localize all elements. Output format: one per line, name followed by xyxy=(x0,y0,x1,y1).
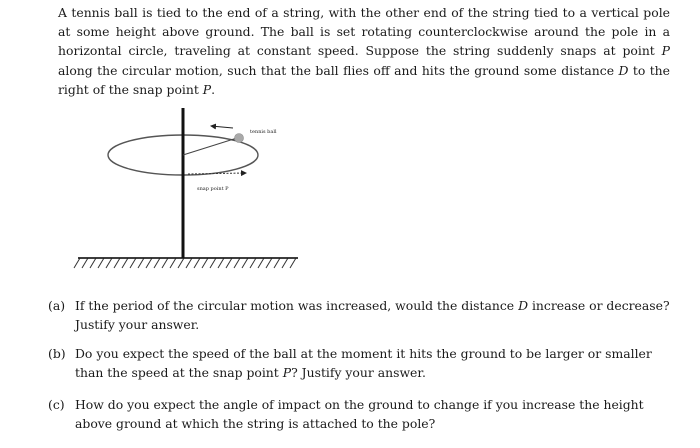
question-a xyxy=(48,296,678,334)
question-b-var-p: P xyxy=(282,365,292,381)
question-c-text-1: How do you expect the angle of impact on the ground to change if you increase the height above ground at which the string is attached to the pole? xyxy=(75,397,644,432)
question-a-label: (a) xyxy=(48,298,66,313)
ball-label: tennis ball xyxy=(250,129,277,135)
question-a-text xyxy=(75,296,678,334)
question-c xyxy=(48,395,678,433)
intro-text-3: to the right of the snap point xyxy=(58,62,670,97)
ground-hatching xyxy=(74,258,296,268)
circular-path xyxy=(108,135,258,175)
question-c-label: (c) xyxy=(48,397,65,412)
snap-point-label: snap point P xyxy=(197,186,229,192)
question-a-var-d: D xyxy=(518,298,529,313)
intro-text-2: along the circular motion, such that the ball flies off and hits the ground some distance xyxy=(58,62,619,78)
intro-text-4: . xyxy=(211,81,216,97)
intro-var-p: P xyxy=(661,43,670,59)
intro-text-1: A tennis ball is tied to the end of a string, with the other end of the string tied to a vertical pole at some height above ground. The ball is set rotating counterclockwise around the pole in a horizontal circle, traveling at constant speed. Suppose the string suddenly snaps at point xyxy=(58,5,670,59)
question-b-text-2: ? Justify your answer. xyxy=(291,365,426,381)
problem-statement xyxy=(58,3,670,99)
question-b-text-1: Do you expect the speed of the ball at the moment it hits the ground to be larger or smaller than the speed at the snap point xyxy=(75,346,652,381)
string xyxy=(183,138,237,155)
question-a-text-2: increase or decrease? Justify your answer. xyxy=(75,298,670,333)
tennis-ball xyxy=(235,134,244,143)
intro-var-p-2: P xyxy=(202,81,212,97)
question-b-text xyxy=(75,344,678,382)
question-b xyxy=(48,344,678,382)
velocity-arrow xyxy=(211,126,233,128)
snap-arrow xyxy=(188,173,246,174)
intro-var-d: D xyxy=(618,62,629,78)
question-b-label: (b) xyxy=(48,346,66,361)
question-c-text xyxy=(75,395,678,433)
question-a-text-1: If the period of the circular motion was increased, would the distance xyxy=(75,298,519,313)
